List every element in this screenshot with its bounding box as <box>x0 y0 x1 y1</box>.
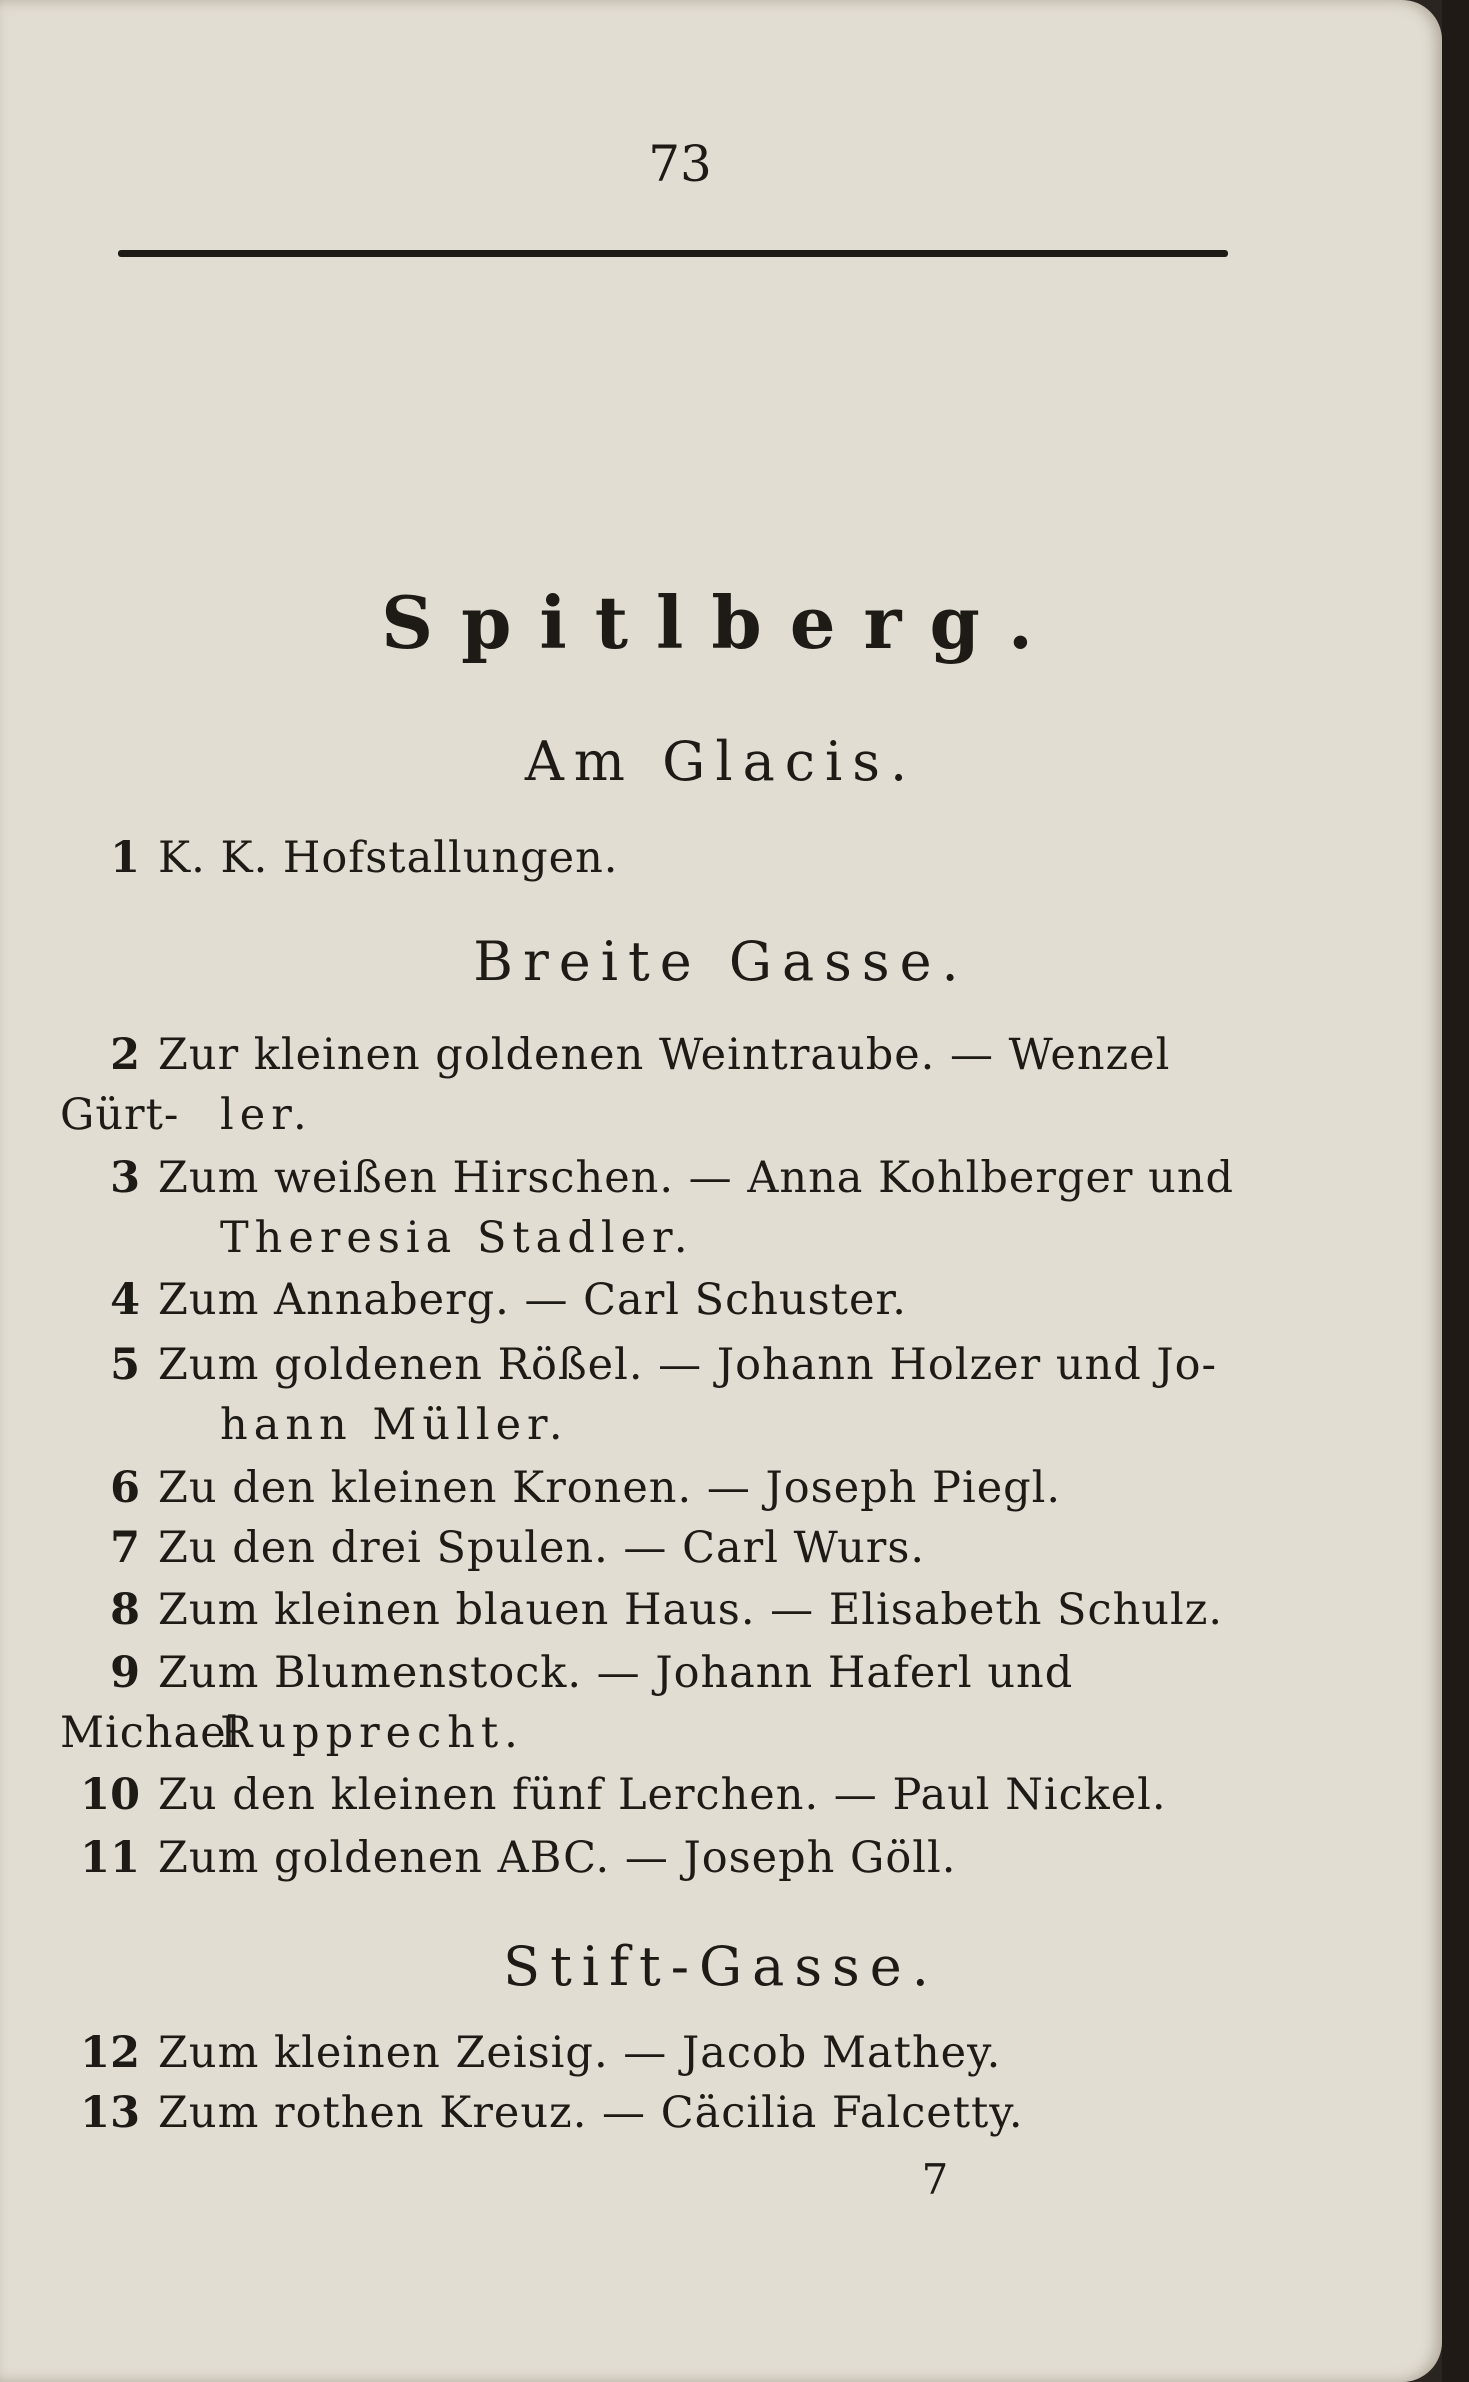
entry-text: Zur kleinen goldenen Weintraube. — Wenzel Gürt- <box>60 1030 1171 1140</box>
house-number: 13 <box>80 2088 140 2138</box>
house-number: 2 <box>110 1030 140 1080</box>
house-number: 10 <box>80 1770 140 1820</box>
house-number: 6 <box>110 1463 140 1513</box>
entry-text: Zu den kleinen fünf Lerchen. — Paul Nickel. <box>158 1770 1167 1820</box>
list-item <box>60 1828 1240 1888</box>
entry-text: Zum rothen Kreuz. — Cäcilia Falcetty. <box>158 2088 1024 2138</box>
entry-text: Zum kleinen blauen Haus. — Elisabeth Schulz. <box>158 1585 1224 1635</box>
signature-mark: 7 <box>921 2155 949 2204</box>
list-item <box>60 1148 1240 1208</box>
header-rule <box>118 250 1228 257</box>
section-heading-stift-gasse: Stift-Gasse. <box>503 1935 939 1998</box>
list-item <box>60 828 1240 888</box>
entry-continuation: Theresia Stadler. <box>220 1213 694 1263</box>
entry-text: Zum goldenen Rößel. — Johann Holzer und Jo- <box>158 1340 1218 1390</box>
house-number: 11 <box>80 1833 140 1883</box>
list-item <box>60 1765 1240 1825</box>
page-number: 73 <box>648 135 712 193</box>
house-number: 4 <box>110 1275 140 1325</box>
entry-text: Zum Annaberg. — Carl Schuster. <box>158 1275 907 1325</box>
list-item <box>60 1580 1240 1640</box>
section-heading-am-glacis: Am Glacis. <box>524 730 918 793</box>
house-number: 5 <box>110 1340 140 1390</box>
house-number: 8 <box>110 1585 140 1635</box>
house-number: 9 <box>110 1648 140 1698</box>
list-item <box>60 1335 1240 1395</box>
entry-text: Zum goldenen ABC. — Joseph Göll. <box>158 1833 957 1883</box>
house-number: 1 <box>110 833 140 883</box>
entry-text: K. K. Hofstallungen. <box>158 833 619 883</box>
list-item <box>60 2023 1240 2083</box>
list-item <box>60 1518 1240 1578</box>
entry-text: Zu den kleinen Kronen. — Joseph Piegl. <box>158 1463 1062 1513</box>
entry-text: Zum Blumenstock. — Johann Haferl und Michael <box>60 1648 1074 1758</box>
house-number: 7 <box>110 1523 140 1573</box>
house-number: 3 <box>110 1153 140 1203</box>
book-edge <box>1442 0 1469 2382</box>
house-number: 12 <box>80 2028 140 2078</box>
entry-text: Zum kleinen Zeisig. — Jacob Mathey. <box>158 2028 1002 2078</box>
entry-continuation: ler. <box>220 1090 313 1140</box>
page-title: Spitlberg. <box>381 580 1061 665</box>
list-item <box>60 2083 1240 2143</box>
entry-text: Zum weißen Hirschen. — Anna Kohlberger und <box>158 1153 1235 1203</box>
entry-continuation: Rupprecht. <box>220 1708 524 1758</box>
entry-text: Zu den drei Spulen. — Carl Wurs. <box>158 1523 926 1573</box>
list-item <box>60 1270 1240 1330</box>
list-item <box>60 1458 1240 1518</box>
entry-continuation: hann Müller. <box>220 1400 569 1450</box>
section-heading-breite-gasse: Breite Gasse. <box>473 930 969 993</box>
